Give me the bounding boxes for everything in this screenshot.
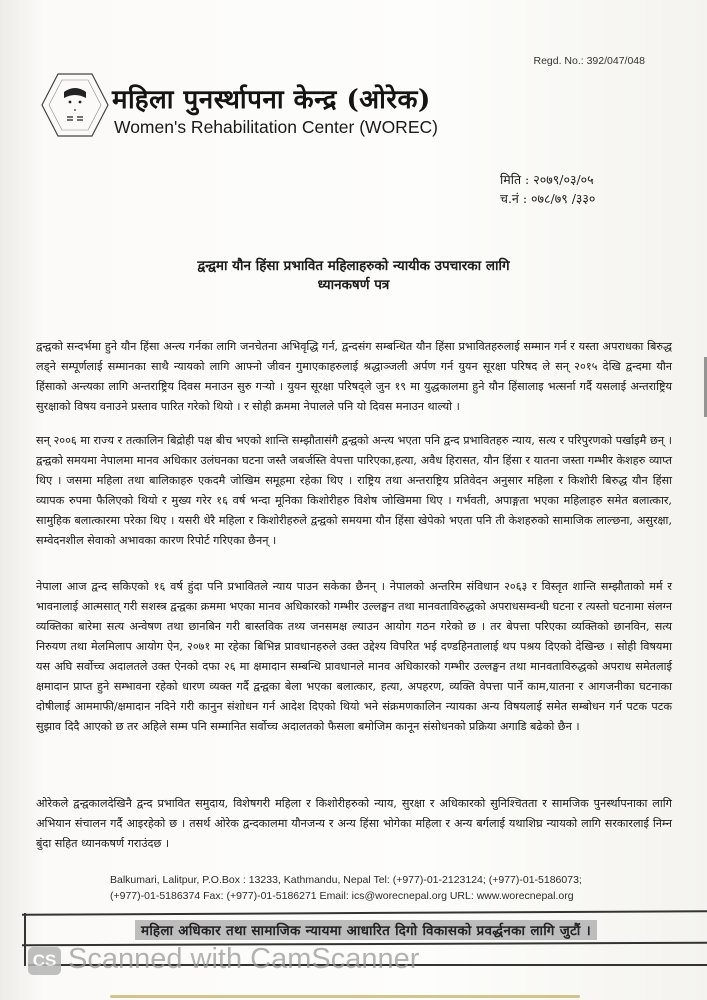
camscanner-logo-icon: CS [28,947,61,975]
letter-date: मिति : २०७९/०३/०५ [500,172,594,187]
footer-divider-top [22,910,707,916]
paragraph-2: सन् २००६ मा राज्य र तत्कालिन बिद्रोही पक्ष बीच भएको शान्ति सम्झौतासंगै द्वन्द्वको अन्त्य भएता पनि द्वन्द प्रभावितहरु न्याय, सत्य र परिपुरणको पर्खाइमै छन् । द्वन्द्वको समयमा नेपालमा मानव अधिकार उलंघनका घटना जस्तै जबर्जस्ति वेपत्ता पारिएका,हत्या, अवैध हिरासत, यौन हिंसा र यातना जस्ता गम्भीर केशहरु व्याप्त थिए । जसमा महिला तथा बालिकाहरु एकदमै जोखिम समूहमा रहेका थिए । राष्ट्रिय तथा अन्तराष्ट्रिय प्रतिवेदन अनुसार महिला र किशोरी बिरुद्ध यौन हिंसा व्यापक रुपमा फैलिएको थियो र मुख्य गरेर १६ वर्ष भन्दा मूनिका किशोरीहरु विशेष जोखिममा थिए । गर्भवती, अपाङ्गता भएका महिलाहरु समेत बलात्कार, सामुहिक बलात्कारमा परेका थिए । यसरी धेरै महिला र किशोरीहरुले द्वन्द्वको समयमा यौन हिंसा खेपेको भएता पनि ती केशहरुको सामाजिक लाल्छना, असुरक्षा, सम्वेदनशील सेवाको अभावका कारण रिपोर्ट गरिएका छैनन् । [36,434,672,547]
paragraph-3: नेपाला आज द्वन्द सकिएको १६ वर्ष हुंदा पनि प्रभावितले न्याय पाउन सकेका छैनन् । नेपालको अन्तरिम संविधान २०६३ र विस्तृत शान्ति सम्झौताको मर्म र भावनालाई आत्मसात् गरी सशस्त्र द्वन्द्वका क्रममा भएका मानव अधिकारको गम्भीर उल्लङ्घन तथा मानवताविरुद्धको अपराधसम्वन्धी घटना र त्यस्तो घटनामा संलग्न व्यक्तिका बारेमा सत्य अन्वेषण तथा छानबिन गरी बास्तविक तथ्य जनसमक्ष ल्याउन आयोग गठन गरेको छ । तर बेपत्ता परिएका व्यक्तिको छानविन, सत्य निरुयण तथा मेलमिलाप आयोग ऐन, २०७१ मा रहेका बिभिन्न प्रावधानहरुले उक्त उद्देश्य विपरित भई दण्डहिनतालाई थप पश्रय दिएको देखिन्छ । सोही विषयमा यस अघि सर्वोच्च अदालतले उक्त ऐनको दफा २६ मा क्षमादान सम्बन्धि प्रावधानले मानव अधिकारको गम्भीर उल्लङ्घन तथा मानवताविरुद्धको अपराध समेतलाई क्षमादान प्राप्त हुने सम्भावना रहेको धारण व्यक्त गर्दै द्वन्द्वका बेला भएका बलात्कार, हत्या, अपहरण, व्यक्ति वेपत्ता पार्ने काम,यातना र आगजनीका घटनाका दोषीलाई आममाफी/क्षमादान नदिने गरी कानुन संशोधन गर्न आदेश दिएको थियो भने संक्रमणकालिन न्यायका अन्य विषयलाई समेत सम्बोधन गर्न पटक पटक सुझाव दिदै आएको छ तर अहिले सम्म पनि सम्मानित सर्वोच्च अदालतको फैसला बमोजिम कानून संसोधनको प्रक्रिया अगाडि बढेको छैन । [36,580,672,733]
title-line-1: द्वन्द्वमा यौन हिंसा प्रभावित महिलाहरुको न्यायीक उपचारका लागि [197,258,510,274]
scan-bottom-edge [110,995,580,998]
worec-logo [40,70,110,140]
letter-reference-number: च.नं : ०७८/७९ /३३० [500,191,596,206]
footer-motto: महिला अधिकार तथा सामाजिक न्यायमा आधारित दिगो विकासको प्रवर्द्धनका लागि जुटौं । [135,920,597,940]
letter-title [0,257,707,295]
footer-address-line-1: Balkumari, Lalitpur, P.O.Box : 13233, Kathmandu, Nepal Tel: (+977)-01-2123124; (+977)-01-5186073; [110,874,582,886]
title-line-2: ध्यानकषर्ण पत्र [317,277,390,293]
organization-name-nepali: महिला पुनर्स्थापना केन्द्र (ओरेक) [112,85,431,115]
footer-address [110,872,670,904]
footer-address-line-2: (+977)-01-5186374 Fax: (+977)-01-5186271 Email: ics@worecnepal.org URL: www.worecnepal.org [110,890,574,902]
registration-number: Regd. No.: 392/047/048 [533,55,645,67]
camscanner-watermark: Scanned with CamScanner [68,943,420,975]
letter-meta [500,170,595,208]
organization-name-english: Women's Rehabilitation Center (WOREC) [114,117,438,137]
paragraph-4: ओरेकले द्वन्द्वकालदेखिनै द्वन्द प्रभावित समुदाय, विशेषगरी महिला र किशोरीहरुको न्याय, सुरक्षा र अधिकारको सुनिश्चितता र सामजिक पुनर्स्थापनाका लागि अभियान संचालन गर्दै आइरहेको छ । तसर्थ ओरेक द्वन्दकालमा यौनजन्य र अन्य हिंसा भोगेका महिला र अन्य बर्गलाई यथाशिघ्र न्यायको लागि सरकारलाई निम्न बुंदा सहित ध्यानकषर्ण गराउंदछ । [36,797,672,850]
paragraph-1: द्वन्द्वको सन्दर्भमा हुने यौन हिंसा अन्त्य गर्नका लागि जनचेतना अभिवृद्धि गर्न, द्वन्दसंग सम्बन्धित यौन हिंसा प्रभावितहरुलाई सम्मान गर्न र यस्ता अपराधका बिरुद्ध लड्ने सम्पूर्णलाई सम्मानका साथै न्यायको लागि आफ्नो जीवन गुमाएकाहरुलाई श्रद्धाञ्जली अर्पण गर्न युयन सूरक्षा परिषद ले सन् २०१५ देखि द्वन्दमा यौन हिंसाको अन्त्यका लागि अन्तराष्ट्रिय दिवस मनाउन सुरु गर्‍यो । युयन सूरक्षा परिषद्ले जुन १९ मा युद्धकालमा हुने यौन हिंसालाइ भत्सर्ना गर्दै यसलाई अन्तराष्ट्रिय सुरक्षाको विषय वनाउने प्रस्ताव पारित गरेको थियो । र सोही क्रममा नेपालले पनि यो दिवस मनाउन थाल्यो । [36,340,672,413]
footer-box-left-border [24,913,26,966]
